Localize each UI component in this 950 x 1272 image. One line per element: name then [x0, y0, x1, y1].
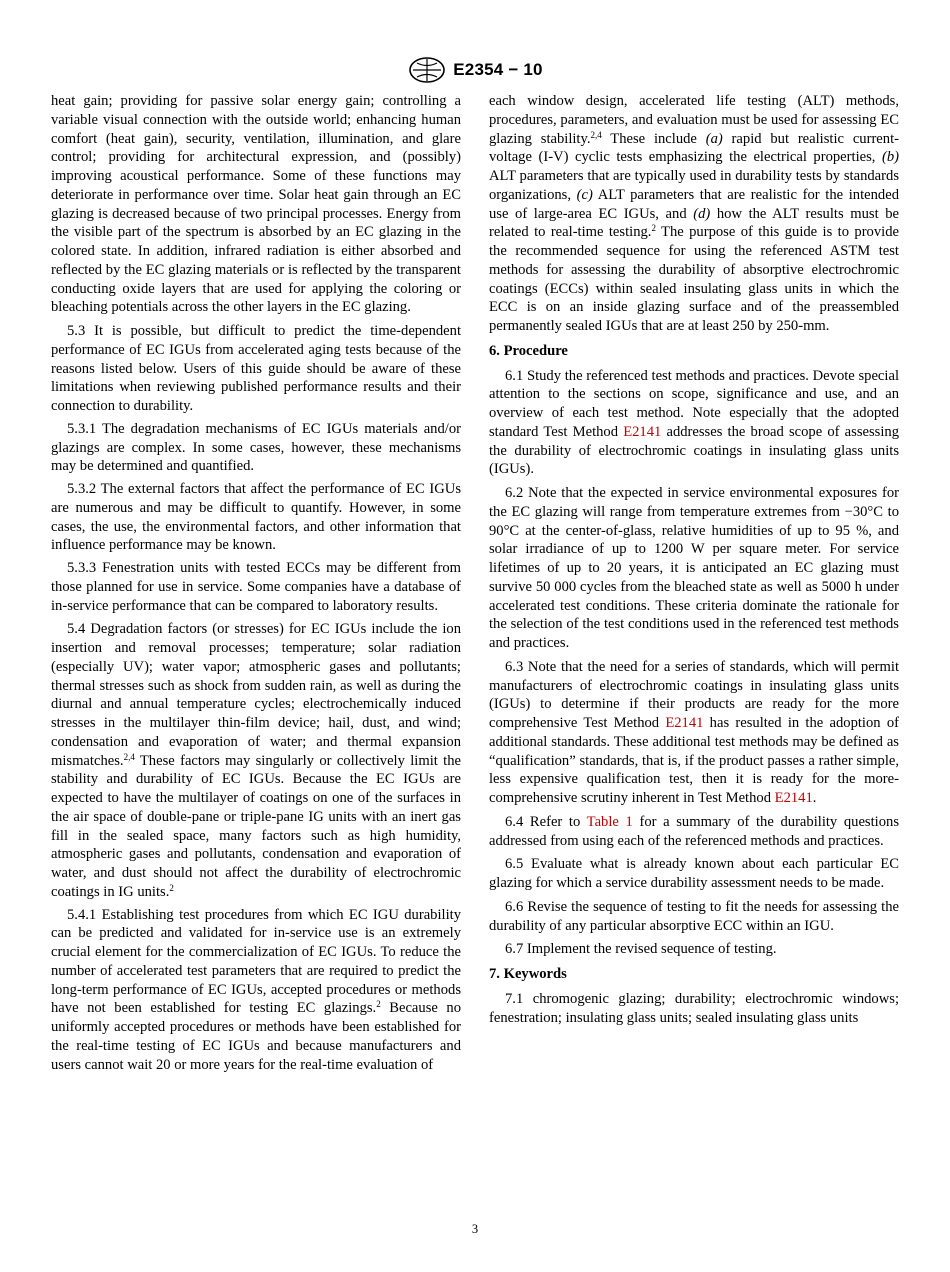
paragraph-5-4-text-b: These factors may singularly or collectively limit the stability and durability of EC IGUs. Because the EC IGUs are expected to have the multilayer of coatings on one of the surfaces in the air space of double-pane or triple-pane IG units with an inert gas fill in the sealed space, many factors such as high humidity, atmospheric gases and pollutants, condensation and evaporation of water, and dust should not affect the durability of electrochromic coatings in IG units. [51, 752, 461, 900]
paragraph-5-3: 5.3 It is possible, but difficult to predict the time-dependent performance of EC IGUs from accelerated aging tests because of the reasons listed below. Users of this guide should be aware of these limitations when reviewing published performance results and their connection to durability. [51, 323, 461, 414]
paragraph-text: . [812, 790, 817, 806]
citation-superscript: 2,4 [590, 129, 602, 140]
paragraph-6-2: 6.2 Note that the expected in service environmental exposures for the EC glazing will range from temperature extremes from −30°C to 90°C at the center-of-glass, relative humidities of up to 95 %, and solar irradiance of up to 1200 W per square meter. For service lifetimes of up to 20 years, it is anticipated an EC glazing must survive 50 000 cycles from the bleached state as well as 5000 h under accelerated test conditions. These criteria dominate the rationale for the selection of the test conditions used in the referenced test methods and practices. [489, 485, 899, 651]
astm-logo-icon [407, 56, 447, 84]
list-label-d: (d) [693, 205, 711, 222]
citation-superscript: 2,4 [123, 751, 135, 762]
paragraph-text: 6.4 Refer to [505, 813, 587, 830]
paragraph-5-4 [51, 620, 461, 901]
paragraph-5-3-3: 5.3.3 Fenestration units with tested ECCs may be different from those planned for use in service. Some companies have a database of in-service performance that can be compared to laboratory results. [51, 560, 461, 614]
paragraph-6-5: 6.5 Evaluate what is already known about each particular EC glazing for which a service durability assessment needs to be made. [489, 856, 899, 891]
paragraph-text: each window design, accelerated life testing (ALT) methods, procedures, parameters, and evaluation must be used for assessing EC glazing stability. [489, 93, 899, 147]
link-e2141[interactable]: E2141 [774, 790, 813, 806]
paragraph-text: These include [601, 130, 706, 147]
paragraph-text: rapid but realistic current-voltage (I-V) cyclic tests emphasizing the electrical properties, [489, 130, 899, 166]
paragraph-text: 6.3 Note that the need for a series of standards, which will permit manufacturers of electrochromic coatings in insulating glass units (IGUs) to determine if their products are ready for the more comprehensive Test Method [489, 658, 899, 731]
link-e2141[interactable]: E2141 [665, 715, 704, 731]
page-number: 3 [471, 1222, 479, 1236]
paragraph-6-3 [489, 658, 899, 808]
page-header [0, 56, 950, 84]
paragraph-5-3-2: 5.3.2 The external factors that affect the performance of EC IGUs are numerous and may be difficult to quantify. However, in some cases, the use, the environmental factors, and other information that influence performance may be known. [51, 481, 461, 554]
paragraph-6-7: 6.7 Implement the revised sequence of testing. [505, 941, 777, 958]
citation-superscript: 2 [169, 882, 174, 893]
list-label-b: (b) [881, 149, 899, 166]
paragraph-text: 6.1 Study the referenced test methods and practices. Devote special attention to the sections on scope, significance and use, and an overview of each test method. Note especially that the adopted standard Test Method [489, 367, 899, 440]
paragraph-5-4-text-a: 5.4 Degradation factors (or stresses) for EC IGUs include the ion insertion and removal processes; temperature; solar radiation (especially UV); water vapor; atmospheric gases and pollutants; thermal stresses such as shock from sudden rain, as well as during the diurnal and annual temperature cycles; electrochemically induced stresses in the multilayer thin-film device; hail, dust, and wind; condensation and evaporation of water; and thermal expansion mismatches. [51, 621, 461, 769]
paragraph-5-2-continued: heat gain; providing for passive solar energy gain; controlling a variable visual connection with the outside world; enhancing human comfort (heat gain), security, ventilation, illumination, and glare control; providing for architectural expression, and (possibly) improving acoustical performance. Some of these functions may deteriorate in performance over time. Solar heat gain through an EC glazing is decreased because of two principal processes. Energy from the visible part of the spectrum is absorbed by an EC glazing in the colored state. In addition, infrared radiation is either absorbed and reflected by the EC glazing materials or is reflected by the transparent conducting oxide layers that are used for applying the coloring or bleaching potentials across the other layers in the EC glazing. [51, 93, 461, 316]
list-label-c: (c) [576, 186, 593, 203]
paragraph-text: for a summary of the durability questions addressed from using each of the referenced methods and practices. [489, 813, 899, 849]
paragraph-5-3-1: 5.3.1 The degradation mechanisms of EC IGUs materials and/or glazings are complex. In some cases, however, these mechanisms may be determined and quantified. [51, 420, 461, 475]
paragraph-text: addresses the broad scope of assessing the durability of electrochromic coatings in insulating glass units (IGUs). [489, 423, 899, 478]
right-column [489, 92, 899, 1031]
paragraph-7-1: 7.1 chromogenic glazing; durability; electrochromic windows; fenestration; insulating glass units; sealed insulating glass units [489, 990, 899, 1026]
paragraph-text: how the ALT results must be related to real-time testing. [489, 205, 899, 241]
paragraph-6-1 [489, 367, 899, 480]
paragraph-5-4-1-continued [489, 92, 899, 336]
paragraph-6-4 [489, 813, 899, 851]
paragraph-5-4-1-text-b: Because no uniformly accepted procedures or methods have been established for the real-time testing of EC IGUs and because manufacturers and users cannot wait 20 or more years for the real-time evaluation of [51, 1000, 461, 1073]
left-column [51, 92, 461, 1078]
link-table-1[interactable]: Table 1 [586, 813, 633, 830]
paragraph-text: ALT parameters that are realistic for the intended use of large-area EC IGUs, and [489, 186, 899, 222]
section-heading-procedure: 6. Procedure [489, 342, 568, 359]
citation-superscript: 2 [651, 223, 656, 234]
paragraph-6-6: 6.6 Revise the sequence of testing to fit the needs for assessing the durability of any particular absorptive ECC within an IGU. [489, 898, 899, 934]
paragraph-5-4-1-text-a: 5.4.1 Establishing test procedures from which EC IGU durability can be predicted and validated for in-service use is an extremely crucial element for the commercialization of EC IGUs. To reduce the number of accelerated test parameters that are required to predict the long-term performance of EC IGUs, accepted procedures or methods have not been established for testing EC glazings. [51, 906, 461, 1017]
paragraph-text: has resulted in the adoption of additional standards. These additional test methods may be defined as “qualification” standards, that is, if the product passes a rather simple, less expensive qualification test, then it is ready for the more-comprehensive scrutiny inherent in Test Method [489, 715, 899, 806]
paragraph-5-4-1 [51, 906, 461, 1075]
section-heading-keywords: 7. Keywords [489, 966, 567, 982]
link-e2141[interactable]: E2141 [623, 423, 662, 440]
paragraph-text: ALT parameters that are typically used in durability tests by standards organizations, [489, 168, 899, 203]
paragraph-text: The purpose of this guide is to provide the recommended sequence for using the referenced ASTM test methods for assessing the durability of absorptive electrochromic coatings (ECCs) within sealed insulating glass units in which the ECC is on an inside glazing surface and of the preassembled permanently sealed IGUs that are at least 250 by 250-mm. [489, 224, 899, 334]
citation-superscript: 2 [376, 999, 381, 1010]
list-label-a: (a) [705, 130, 723, 147]
standard-designation: E2354 − 10 [453, 60, 543, 79]
